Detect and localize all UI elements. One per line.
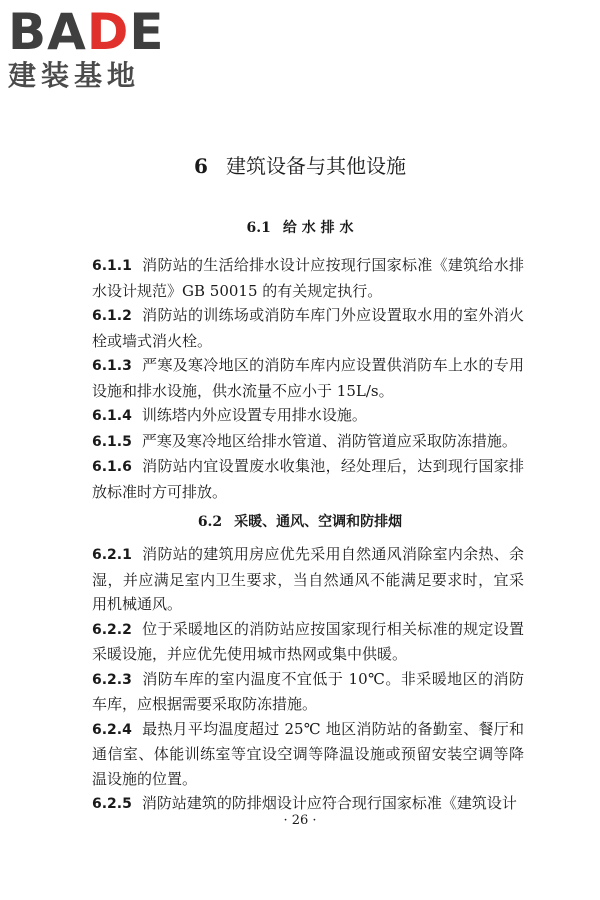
section-6-2-body [92,542,524,817]
clause-text: 严寒及寒冷地区给排水管道、消防管道应采取防冻措施。 [141,431,517,450]
logo-wordmark: BADE [8,3,165,61]
section-title-text: 给 水 排 水 [282,220,354,236]
section-title-text: 采暖、通风、空调和防排烟 [234,514,403,530]
clause-number: 6.1.1 [92,258,132,274]
clause-number: 6.1.6 [92,459,132,475]
clause-text: 消防站的建筑用房应优先采用自然通风消除室内余热、余湿，并应满足室内卫生要求，当自然通风不能满足要求时，宜采用机械通风。 [92,545,524,613]
clause [92,403,524,429]
clause [92,717,524,792]
clause [92,542,524,617]
page-number: · 26 · [283,813,317,828]
clause-text: 训练塔内外应设置专用排水设施。 [141,406,367,424]
clause-text: 消防站的生活给排水设计应按现行国家标准《建筑给水排水设计规范》GB 50015 的有关规定执行。 [92,256,524,300]
section-number: 6.1 [246,220,271,236]
clause [92,667,524,717]
clause-text: 消防车库的室内温度不宜低于 10℃。非采暖地区的消防车库，应根据需要采取防冻措施。 [92,669,524,713]
clause [92,617,524,667]
clause-text: 消防站内宜设置废水收集池，经处理后，达到现行国家排放标准时方可排放。 [92,457,524,501]
chapter-title [0,152,600,180]
section-number: 6.2 [197,514,223,530]
section-6-1-body [92,253,524,504]
clause [92,353,524,403]
section-title-6-2 [0,512,600,532]
clause-number: 6.1.4 [92,408,132,424]
clause-text: 位于采暖地区的消防站应按国家现行相关标准的规定设置采暖设施，并应优先使用城市热网或集中供暖。 [92,619,524,663]
chapter-title-text: 建筑设备与其他设施 [225,154,406,178]
clause [92,429,524,455]
chapter-number: 6 [194,154,208,178]
clause-number: 6.2.4 [92,721,132,738]
clause [92,253,524,303]
clause-number: 6.1.5 [92,433,132,450]
clause-text: 消防站建筑的防排烟设计应符合现行国家标准《建筑设计 [141,794,517,812]
clause [92,303,524,353]
clause-number: 6.2.3 [92,671,132,688]
section-title-6-1 [0,218,600,238]
clause-text: 严寒及寒冷地区的消防车库内应设置供消防车上水的专用设施和排水设施，供水流量不应小于 15L/s。 [92,356,524,400]
clause-text: 消防站的训练场或消防车库门外应设置取水用的室外消火栓或墙式消火栓。 [92,306,524,350]
logo [8,3,178,92]
clause-number: 6.1.3 [92,358,132,374]
clause-number: 6.1.2 [92,308,132,324]
clause [92,454,524,504]
clause-text: 最热月平均温度超过 25℃ 地区消防站的备勤室、餐厅和通信室、体能训练室等宜设空调等降温设施或预留安装空调等降温设施的位置。 [92,719,524,788]
clause-number: 6.2.5 [92,796,132,812]
logo-subtitle: 建装基地 [8,59,141,92]
clause-number: 6.2.2 [92,621,132,638]
clause-number: 6.2.1 [92,547,132,563]
